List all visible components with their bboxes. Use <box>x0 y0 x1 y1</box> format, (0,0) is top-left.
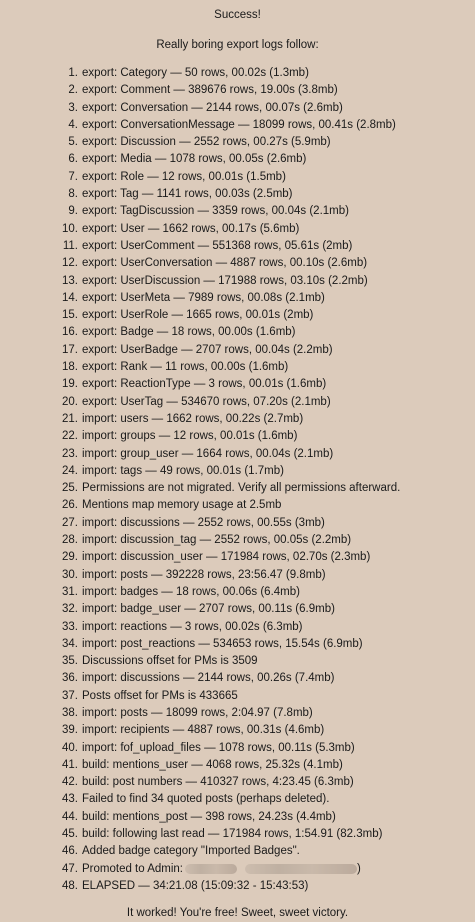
log-entry <box>62 843 475 860</box>
log-entry-text: import: group_user — 1664 rows, 00.04s (2.1mb) <box>82 447 334 460</box>
log-entry-number: 34. <box>62 637 78 650</box>
log-entry <box>68 186 475 203</box>
log-entry-number: 29. <box>62 551 78 564</box>
page-title: Success! <box>214 9 261 21</box>
log-entry <box>62 688 475 705</box>
log-entry-text: import: tags — 49 rows, 00.01s (1.7mb) <box>82 464 284 477</box>
redacted-username <box>185 864 237 874</box>
log-entry-number: 8. <box>68 188 78 201</box>
log-entry-number: 19. <box>62 378 78 391</box>
log-entry-text: export: Conversation — 2144 rows, 00.07s (2.6mb) <box>82 101 343 114</box>
log-entry-number: 47. <box>62 862 78 875</box>
log-entry <box>68 82 475 99</box>
log-entry-number: 23. <box>62 447 78 460</box>
log-entry-number: 15. <box>62 309 78 322</box>
log-entry <box>62 324 475 341</box>
log-entry <box>62 342 475 359</box>
log-entry-number: 44. <box>62 810 78 823</box>
log-entry-text: build: mentions_user — 4068 rows, 25.32s (4.1mb) <box>82 758 343 771</box>
log-entry-text: import: discussions — 2552 rows, 00.55s (3mb) <box>82 516 325 529</box>
log-entry-number: 12. <box>62 257 78 270</box>
log-entry <box>62 705 475 722</box>
log-entry <box>62 670 475 687</box>
log-entry-number: 32. <box>62 603 78 616</box>
intro-text: Really boring export logs follow: <box>156 39 319 51</box>
log-entry-text: export: UserDiscussion — 171988 rows, 03.10s (2.2mb) <box>82 274 368 287</box>
log-entry-text: import: reactions — 3 rows, 00.02s (6.3mb) <box>82 620 303 633</box>
log-entry-text: export: UserTag — 534670 rows, 07.20s (2.1mb) <box>82 395 331 408</box>
log-entry-text: Added badge category "Imported Badges". <box>82 845 300 858</box>
log-entry-text: Posts offset for PMs is 433665 <box>82 689 238 702</box>
log-entry <box>62 480 475 497</box>
log-entry-text: export: UserComment — 551368 rows, 05.61s (2mb) <box>82 239 353 252</box>
log-entry-text: export: Discussion — 2552 rows, 00.27s (5.9mb) <box>82 136 331 149</box>
log-entry-text: export: Category — 50 rows, 00.02s (1.3mb) <box>82 67 309 79</box>
log-entry <box>62 463 475 480</box>
log-entry-number: 16. <box>62 326 78 339</box>
log-entry-text: export: UserRole — 1665 rows, 00.01s (2mb) <box>82 309 314 322</box>
log-entry-number: 33. <box>62 620 78 633</box>
log-entry-number: 3. <box>68 101 78 114</box>
log-entry-text: export: ReactionType — 3 rows, 00.01s (1.6mb) <box>82 378 327 391</box>
log-entry <box>62 549 475 566</box>
log-entry-text: import: fof_upload_files — 1078 rows, 00.11s (5.3mb) <box>82 741 355 754</box>
log-entry <box>68 117 475 134</box>
log-entry-text: export: User — 1662 rows, 00.17s (5.6mb) <box>82 222 300 235</box>
log-entry <box>62 791 475 808</box>
log-entry <box>62 307 475 324</box>
log-entry <box>62 411 475 428</box>
log-entry-text: import: users — 1662 rows, 00.22s (2.7mb) <box>82 412 304 425</box>
log-entry-number: 36. <box>62 672 78 685</box>
log-entry-number: 26. <box>62 499 78 512</box>
log-entry-number: 27. <box>62 516 78 529</box>
log-entry-number: 20. <box>62 395 78 408</box>
log-entry <box>62 601 475 618</box>
log-entry-text: build: post numbers — 410327 rows, 4:23.45 (6.3mb) <box>82 776 354 789</box>
log-entry-number: 40. <box>62 741 78 754</box>
log-entry-number: 10. <box>62 222 78 235</box>
log-entry <box>62 497 475 514</box>
log-entry <box>62 584 475 601</box>
log-entry <box>62 567 475 584</box>
log-entry <box>68 134 475 151</box>
log-entry-number: 24. <box>62 464 78 477</box>
log-entry-number: 35. <box>62 655 78 668</box>
log-entry <box>62 653 475 670</box>
log-entry-suffix: ) <box>357 862 361 875</box>
log-entry-text: import: post_reactions — 534653 rows, 15.54s (6.9mb) <box>82 637 363 650</box>
log-entry-number: 45. <box>62 828 78 841</box>
log-entry-number: 31. <box>62 585 78 598</box>
log-entry <box>62 636 475 653</box>
log-entry-number: 2. <box>68 84 78 97</box>
log-entry-number: 21. <box>62 412 78 425</box>
log-entry-number: 1. <box>68 67 78 79</box>
log-entry-text: Promoted to Admin: <box>82 862 183 875</box>
log-entry <box>62 255 475 272</box>
log-entry-number: 37. <box>62 689 78 702</box>
log-entry-text: export: UserMeta — 7989 rows, 00.08s (2.1mb) <box>82 291 325 304</box>
log-entry-number: 41. <box>62 758 78 771</box>
log-entry <box>62 722 475 739</box>
log-entry-text: build: mentions_post — 398 rows, 24.23s (4.4mb) <box>82 810 336 823</box>
log-entry-text: export: UserBadge — 2707 rows, 00.04s (2.2mb) <box>82 343 333 356</box>
log-entry-text: export: Tag — 1141 rows, 00.03s (2.5mb) <box>82 188 293 201</box>
log-entry-number: 18. <box>62 361 78 374</box>
log-entry-number: 39. <box>62 724 78 737</box>
log-entry-number: 43. <box>62 793 78 806</box>
log-entry-number: 38. <box>62 706 78 719</box>
log-entry <box>62 774 475 791</box>
log-entry-number: 13. <box>62 274 78 287</box>
log-entry-number: 6. <box>68 153 78 166</box>
log-entry <box>62 394 475 411</box>
log-entry-number: 28. <box>62 534 78 547</box>
log-entry <box>68 65 475 82</box>
log-entry-number: 5. <box>68 136 78 149</box>
log-entry-number: 7. <box>68 170 78 183</box>
log-entry <box>62 740 475 757</box>
log-entry-text: export: ConversationMessage — 18099 rows, 00.41s (2.8mb) <box>82 118 396 131</box>
log-entry <box>62 446 475 463</box>
footer-message: It worked! You're free! Sweet, sweet victory. <box>126 907 349 920</box>
log-entry-text: build: following last read — 171984 rows, 1:54.91 (82.3mb) <box>82 828 383 841</box>
log-entry-number: 30. <box>62 568 78 581</box>
log-entry <box>62 273 475 290</box>
log-entry-number: 9. <box>68 205 78 218</box>
log-entry-text: export: Role — 12 rows, 00.01s (1.5mb) <box>82 170 286 183</box>
log-entry <box>62 809 475 826</box>
log-entry-text: Failed to find 34 quoted posts (perhaps deleted). <box>82 793 330 806</box>
log-entry <box>68 169 475 186</box>
log-entry <box>62 757 475 774</box>
log-entry-text: export: UserConversation — 4887 rows, 00.10s (2.6mb) <box>82 257 368 270</box>
log-entry-text: import: recipients — 4887 rows, 00.31s (4.6mb) <box>82 724 325 737</box>
log-entry <box>62 619 475 636</box>
log-entry <box>62 290 475 307</box>
log-entry-text: Discussions offset for PMs is 3509 <box>82 655 258 668</box>
log-entry <box>62 428 475 445</box>
log-entry <box>62 861 475 878</box>
log-entry-text: import: discussions — 2144 rows, 00.26s (7.4mb) <box>82 672 335 685</box>
log-entry-number: 17. <box>62 343 78 356</box>
log-entry <box>62 515 475 532</box>
log-entry-text: export: Comment — 389676 rows, 19.00s (3.8mb) <box>82 84 338 97</box>
log-entry <box>68 203 475 220</box>
log-entry <box>68 151 475 168</box>
log-entry <box>62 826 475 843</box>
log-entry <box>62 376 475 393</box>
export-log-list <box>0 65 475 895</box>
log-entry-text: Mentions map memory usage at 2.5mb <box>82 499 282 512</box>
log-entry-text: import: badges — 18 rows, 00.06s (6.4mb) <box>82 585 300 598</box>
log-entry <box>68 100 475 117</box>
log-entry-number: 42. <box>62 776 78 789</box>
log-entry-text: export: Rank — 11 rows, 00.00s (1.6mb) <box>82 361 289 374</box>
log-entry-number: 22. <box>62 430 78 443</box>
log-entry-number: 48. <box>62 879 78 892</box>
log-entry-text: Permissions are not migrated. Verify all permissions afterward. <box>82 482 401 495</box>
log-entry-number: 11. <box>62 239 78 252</box>
log-entry <box>62 878 475 895</box>
log-entry-number: 46. <box>62 845 78 858</box>
log-entry-text: import: discussion_user — 171984 rows, 02.70s (2.3mb) <box>82 551 371 564</box>
log-entry <box>62 221 475 238</box>
redacted-email <box>245 864 357 874</box>
log-entry <box>62 238 475 255</box>
log-entry <box>62 359 475 376</box>
log-entry-text: import: posts — 18099 rows, 2:04.97 (7.8mb) <box>82 706 313 719</box>
log-entry-text: import: discussion_tag — 2552 rows, 00.05s (2.2mb) <box>82 534 352 547</box>
log-entry-number: 25. <box>62 482 78 495</box>
log-entry-text: ELAPSED — 34:21.08 (15:09:32 - 15:43:53) <box>82 879 309 892</box>
log-entry-text: export: TagDiscussion — 3359 rows, 00.04s (2.1mb) <box>82 205 349 218</box>
log-entry-number: 14. <box>62 291 78 304</box>
log-entry-text: import: badge_user — 2707 rows, 00.11s (6.9mb) <box>82 603 335 616</box>
log-entry-text: export: Media — 1078 rows, 00.05s (2.6mb) <box>82 153 307 166</box>
log-entry-text: import: groups — 12 rows, 00.01s (1.6mb) <box>82 430 298 443</box>
log-entry <box>62 532 475 549</box>
log-entry-text: export: Badge — 18 rows, 00.00s (1.6mb) <box>82 326 296 339</box>
log-entry-number: 4. <box>68 118 78 131</box>
log-entry-text: import: posts — 392228 rows, 23:56.47 (9.8mb) <box>82 568 326 581</box>
